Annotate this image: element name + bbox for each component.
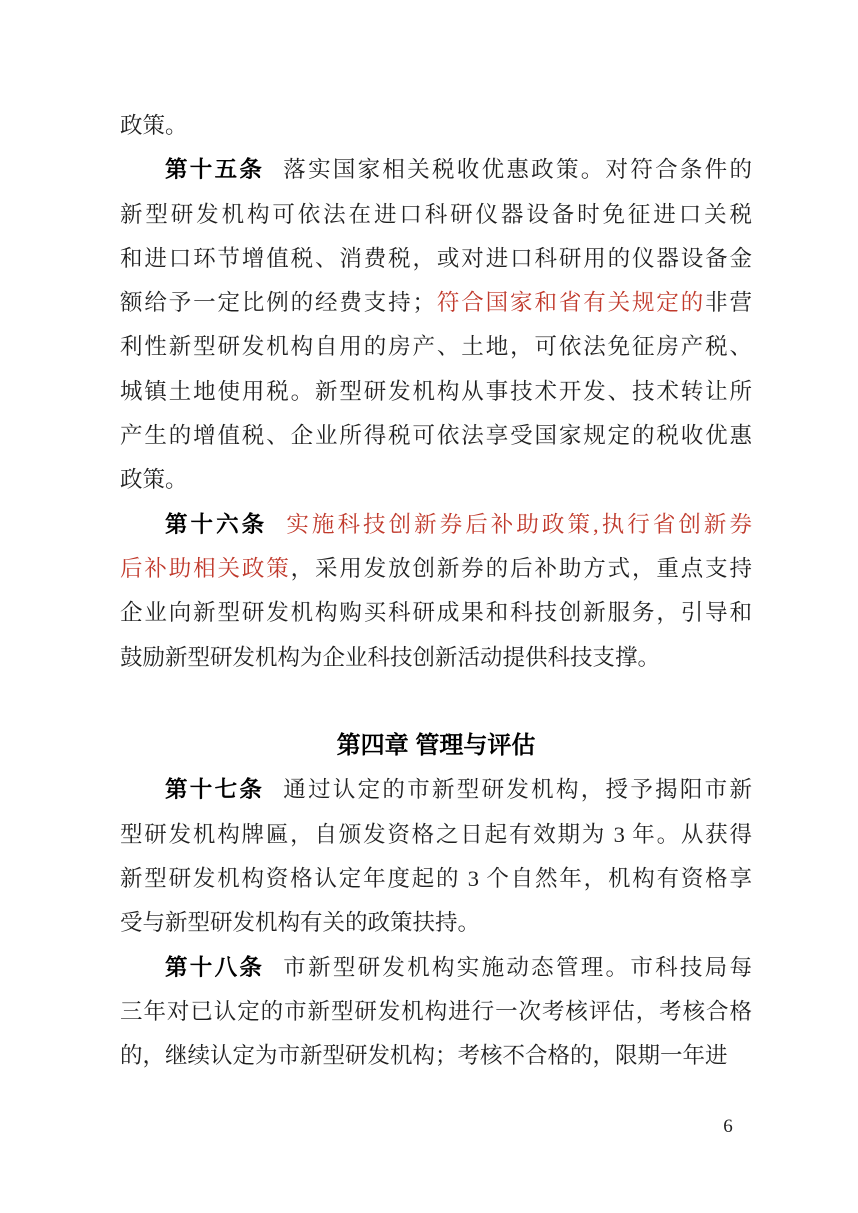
body-text: 落实国家相关税收优惠政策。对符合条件的: [283, 157, 752, 183]
text-line: [120, 813, 752, 857]
text-line: [120, 946, 752, 990]
body-text: 新型研发机构资格认定年度起的 3 个自然年，机构有资格享: [120, 866, 752, 892]
text-line: [120, 591, 752, 635]
body-text: 的，继续认定为市新型研发机构；考核不合格的，限期一年进: [120, 1043, 728, 1069]
document-body: [120, 104, 752, 1079]
body-text: 受与新型研发机构有关的政策扶持。: [120, 910, 481, 936]
text-line: [120, 547, 752, 591]
text-line: [120, 148, 752, 192]
body-text: 额给予一定比例的经费支持；: [120, 290, 436, 316]
text-line: [120, 1034, 752, 1078]
text-line: [120, 237, 752, 281]
chapter-heading: [120, 724, 752, 768]
body-text: 非营: [705, 290, 752, 316]
text-line: [120, 636, 752, 680]
body-text: 通过认定的市新型研发机构，授予揭阳市新: [283, 777, 752, 803]
text-line: [120, 104, 752, 148]
text-line: [120, 857, 752, 901]
body-text: 政策。: [120, 467, 188, 493]
body-text: 产生的增值税、企业所得税可依法享受国家规定的税收优惠: [120, 423, 752, 449]
body-text: 新型研发机构可依法在进口科研仪器设备时免征进口关税: [120, 201, 752, 227]
red-emphasis-text: 实施科技创新券后补助政策,执行省创新券: [286, 511, 752, 537]
article-number: 第四章 管理与评估: [336, 732, 536, 760]
text-line: [120, 458, 752, 502]
page-number: 6: [723, 1116, 733, 1137]
text-line: [120, 768, 752, 812]
body-text: 市新型研发机构实施动态管理。市科技局每: [283, 954, 752, 980]
text-line: [120, 990, 752, 1034]
body-text: ，采用发放创新券的后补助方式，重点支持: [290, 555, 752, 581]
body-text: 和进口环节增值税、消费税，或对进口科研用的仪器设备金: [120, 245, 752, 271]
body-text: 利性新型研发机构自用的房产、土地，可依法免征房产税、: [120, 334, 752, 360]
red-emphasis-text: 符合国家和省有关规定的: [435, 290, 706, 316]
article-number: 第十五条: [165, 157, 265, 183]
text-line: [120, 414, 752, 458]
text-line: [120, 281, 752, 325]
article-number: 第十八条: [165, 954, 265, 980]
body-text: 鼓励新型研发机构为企业科技创新活动提供科技支撑。: [120, 644, 661, 670]
blank-line: [120, 680, 752, 724]
text-line: [120, 901, 752, 945]
text-line: [120, 325, 752, 369]
body-text: 型研发机构牌匾，自颁发资格之日起有效期为 3 年。从获得: [120, 821, 752, 847]
body-text: 政策。: [120, 113, 188, 138]
text-line: [120, 370, 752, 414]
article-number: 第十六条: [165, 511, 268, 537]
red-emphasis-text: 后补助相关政策: [120, 555, 291, 581]
body-text: 三年对已认定的市新型研发机构进行一次考核评估，考核合格: [120, 998, 752, 1024]
body-text: 城镇土地使用税。新型研发机构从事技术开发、技术转让所: [120, 378, 752, 404]
text-line: [120, 503, 752, 547]
body-text: 企业向新型研发机构购买科研成果和科技创新服务，引导和: [120, 600, 752, 626]
text-line: [120, 193, 752, 237]
article-number: 第十七条: [165, 777, 265, 803]
